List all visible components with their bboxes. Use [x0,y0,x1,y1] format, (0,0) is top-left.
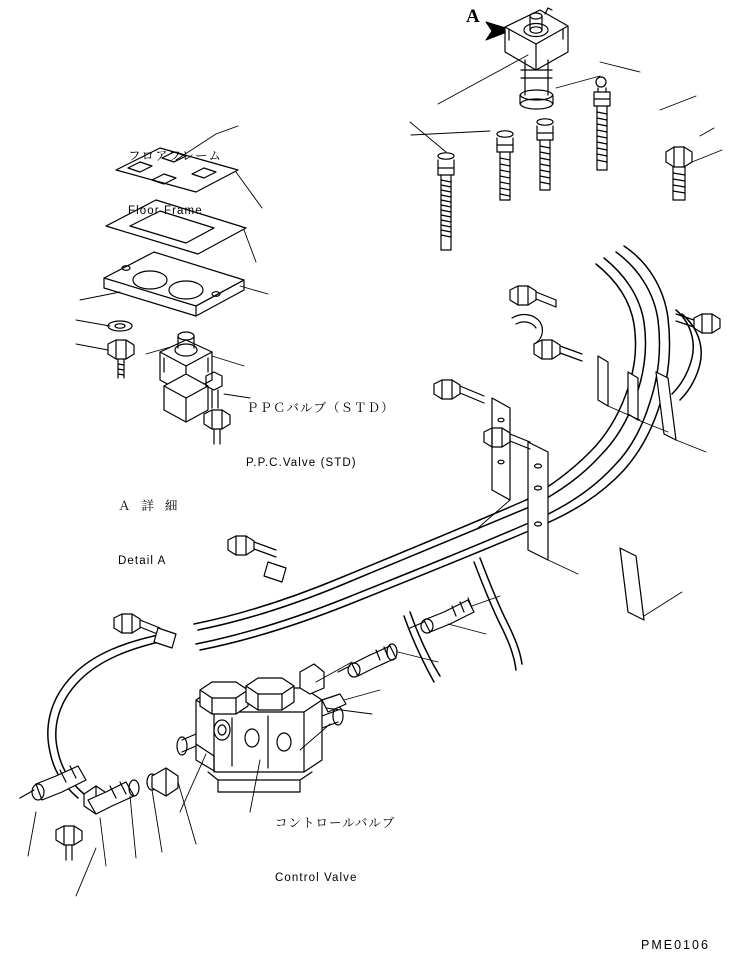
label-control-valve-jp: コントロールバルブ [275,815,396,830]
label-control-valve [275,775,395,925]
label-floor-frame-jp: フロアフレーム [128,148,223,163]
label-detail-a-jp: Ａ 詳 細 [118,498,179,513]
label-floor-frame-en: Floor Frame [128,204,203,217]
label-control-valve-en: Control Valve [275,871,358,884]
label-floor-frame [128,108,222,258]
brackets [492,356,676,620]
bottom-left-fittings [20,766,178,860]
label-ppc-valve-jp: ＰＰＣバルブ（ＳＴＤ） [246,400,395,415]
label-detail-a [118,458,178,608]
label-ppc-valve-en: P.P.C.Valve (STD) [246,456,357,469]
drawing-part-number: PME0106 [641,938,710,952]
top-ppc-valve-assembly [486,8,568,109]
leader-lines-top [410,55,722,162]
top-fittings-row [438,77,692,250]
label-detail-a-en: Detail A [118,554,167,567]
section-marker-a: A [466,6,480,27]
right-connectors [338,598,474,677]
label-ppc-valve [246,360,395,510]
control-valve-block [177,664,346,792]
